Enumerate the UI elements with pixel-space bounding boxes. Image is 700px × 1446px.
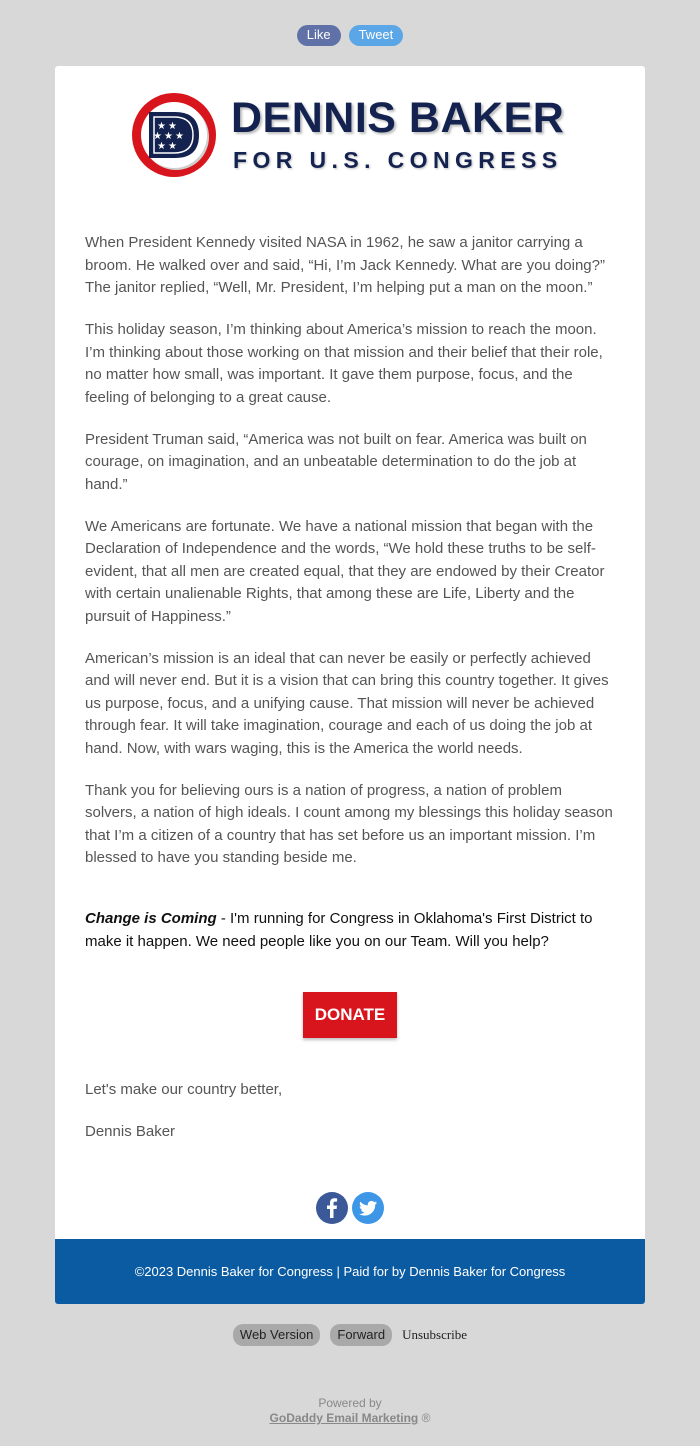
twitter-icon[interactable] xyxy=(352,1192,384,1224)
footer-bar xyxy=(55,1239,645,1304)
closing-line: Let's make our country better, xyxy=(85,1081,283,1098)
web-version-link[interactable]: Web Version xyxy=(233,1324,320,1346)
tweet-button[interactable]: Tweet xyxy=(349,25,404,46)
footer-text: ©2023 Dennis Baker for Congress | Paid for by Dennis Baker for Congress xyxy=(134,1264,566,1279)
paragraph: This holiday season, I’m thinking about America’s mission to reach the moon. I’m thinking about those working on that mission and their belief that their role, no matter how small, was important. It gave them purpose, focus, and the feeling of belonging to a great cause. xyxy=(85,321,603,406)
paragraph: President Truman said, “America was not built on fear. America was built on courage, on imagination, and an unbeatable determination to do the job at hand.” xyxy=(85,430,587,493)
unsubscribe-link[interactable]: Unsubscribe xyxy=(402,1327,468,1342)
social-share-bar xyxy=(0,25,700,46)
svg-text:★: ★ xyxy=(153,131,162,142)
svg-text:★: ★ xyxy=(175,131,184,142)
call-to-action xyxy=(85,908,617,953)
paragraph: We Americans are fortunate. We have a national mission that began with the Declaration of Independence and the words, “We hold these truths to be self-evident, that all men are created equal, that they are endowed by their Creator with certain unalienable Rights, that among these are Life, Liberty and the pursuit of Happiness.” xyxy=(85,517,605,625)
paragraph: American’s mission is an ideal that can never be easily or perfectly achieved and will never end. But it is a vision that can bring this country together. It gives us purpose, focus, and a unifying cause. That mission will never be achieved through fear. It will take imagination, courage and each of us doing the job at hand. Now, with wars waging, this is the America the world needs. xyxy=(85,649,609,757)
donate-button[interactable]: DONATE xyxy=(303,992,397,1038)
registered-mark: ® xyxy=(418,1411,431,1425)
svg-text:★: ★ xyxy=(168,141,177,152)
powered-by xyxy=(0,1396,700,1426)
paragraph: When President Kennedy visited NASA in 1962, he saw a janitor carrying a broom. He walked over and said, “Hi, I’m Jack Kennedy. What are you doing?” The janitor replied, “Well, Mr. President, I’m helping put a man on the moon.” xyxy=(85,234,605,296)
cta-text: - I'm running for Congress in Oklahoma's First District to make it happen. We need people like you on our Team. Will you help? xyxy=(85,910,593,950)
paragraph: Thank you for believing ours is a nation of progress, a nation of problem solvers, a nation of high ideals. I count among my blessings this holiday season that I’m a citizen of a country that has set before us an important mission. I’m blessed to have you standing beside me. xyxy=(85,781,613,866)
social-follow-icons xyxy=(55,1192,645,1224)
email-footer-links xyxy=(0,1324,700,1346)
signature-name: Dennis Baker xyxy=(85,1123,176,1140)
logo-subtitle: FOR U.S. CONGRESS xyxy=(233,147,563,173)
svg-text:★: ★ xyxy=(168,121,177,132)
logo-title: DENNIS BAKER xyxy=(231,94,565,142)
campaign-logo xyxy=(131,90,575,180)
email-card xyxy=(55,66,645,1304)
svg-text:★: ★ xyxy=(157,141,166,152)
svg-text:★: ★ xyxy=(157,121,166,132)
forward-link[interactable]: Forward xyxy=(330,1324,392,1346)
godaddy-email-marketing-link[interactable]: GoDaddy Email Marketing xyxy=(269,1411,419,1425)
facebook-like-button[interactable]: Like xyxy=(297,25,341,46)
campaign-emblem-icon xyxy=(131,92,217,178)
letter-body xyxy=(85,232,617,889)
powered-by-label: Powered by xyxy=(318,1396,382,1410)
svg-text:★: ★ xyxy=(164,131,173,142)
facebook-icon[interactable] xyxy=(316,1192,348,1224)
cta-heading: Change is Coming xyxy=(85,910,217,927)
